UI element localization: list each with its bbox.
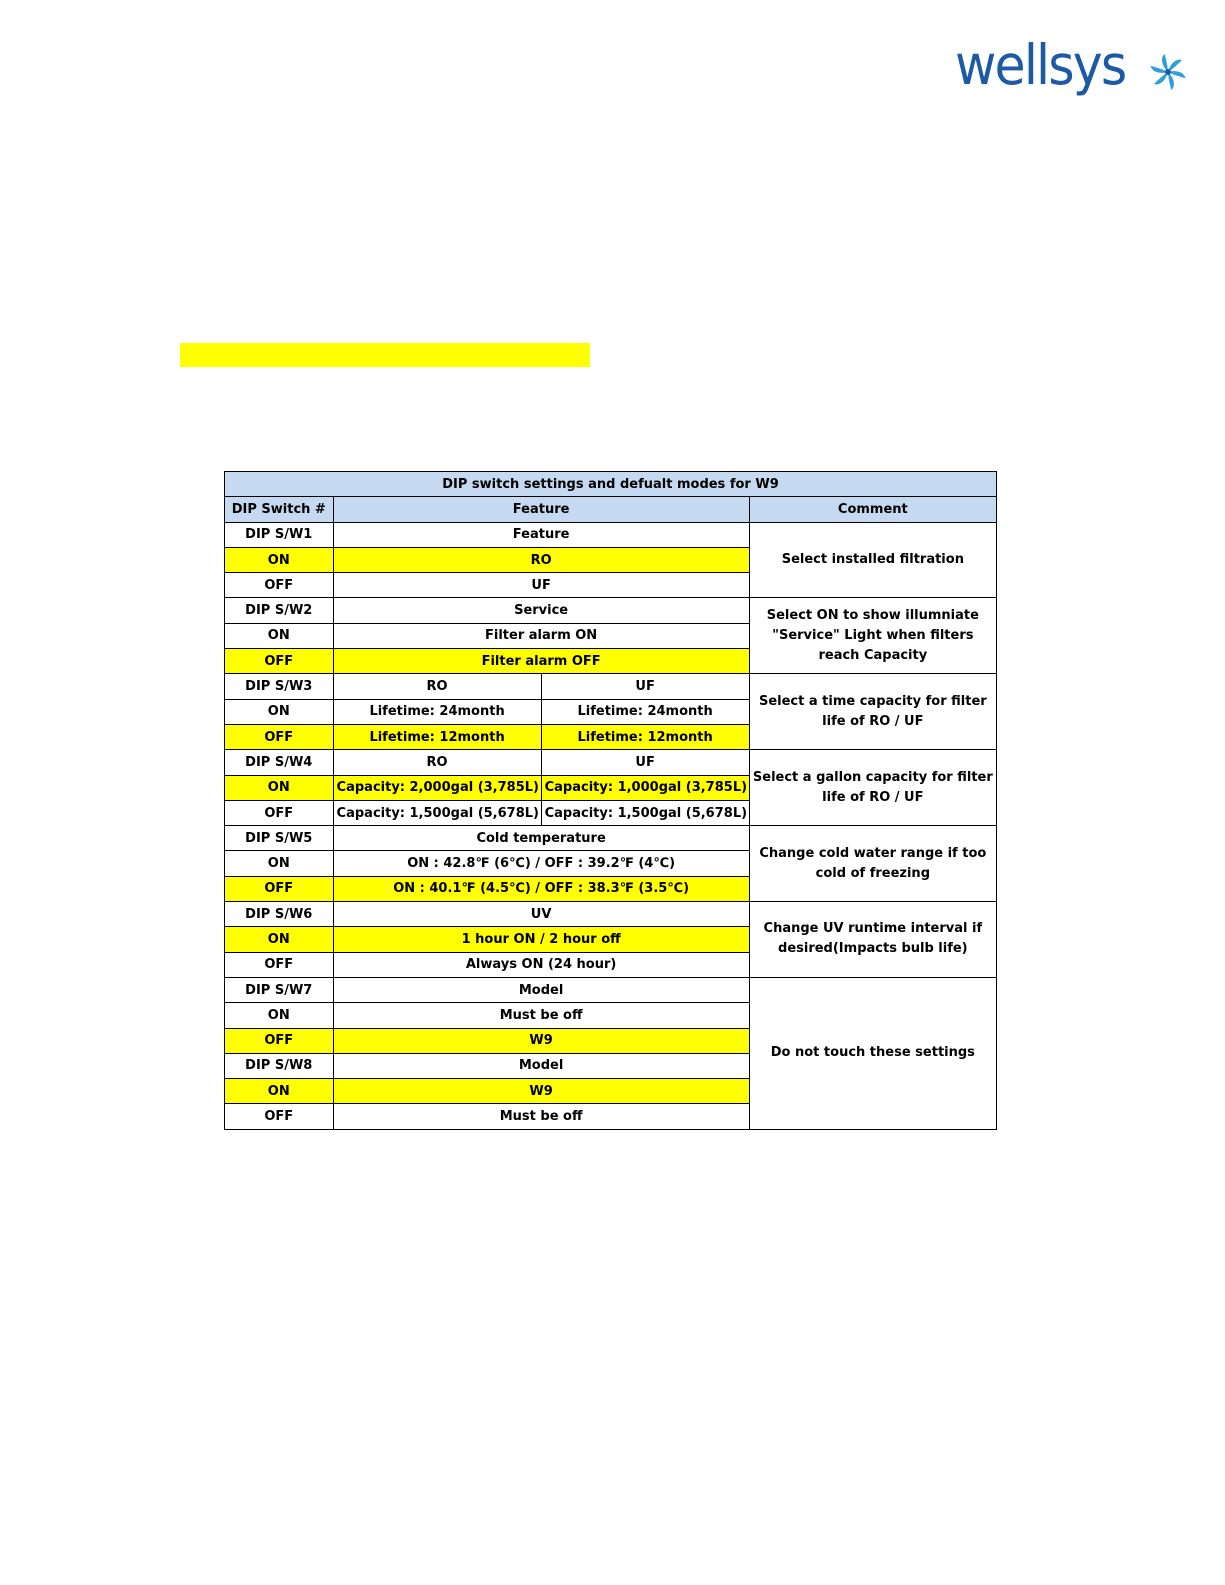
- value-cell: ON : 40.1℉ (4.5℃) / OFF : 38.3℉ (3.5℃): [333, 876, 749, 901]
- value-cell: Capacity: 1,500gal (5,678L): [333, 800, 541, 825]
- table-row: [225, 826, 997, 851]
- feature-cell: Model: [333, 1053, 749, 1078]
- header-switch: DIP Switch #: [225, 497, 334, 522]
- state-cell: OFF: [225, 876, 334, 901]
- state-cell: ON: [225, 1079, 334, 1104]
- state-cell: OFF: [225, 1104, 334, 1129]
- comment-cell: Select installed filtration: [749, 522, 996, 598]
- value-cell: W9: [333, 1079, 749, 1104]
- feature-cell: Cold temperature: [333, 826, 749, 851]
- comment-cell: Change UV runtime interval if desired(Impacts bulb life): [749, 902, 996, 978]
- table-header-row: [225, 497, 997, 522]
- value-cell: Capacity: 1,500gal (5,678L): [541, 800, 749, 825]
- state-cell: OFF: [225, 649, 334, 674]
- state-cell: OFF: [225, 1028, 334, 1053]
- comment-cell: Change cold water range if too cold of freezing: [749, 826, 996, 902]
- table-row: [225, 902, 997, 927]
- value-cell: ON : 42.8℉ (6℃) / OFF : 39.2℉ (4℃): [333, 851, 749, 876]
- state-cell: ON: [225, 623, 334, 648]
- value-cell: Lifetime: 24month: [333, 699, 541, 724]
- switch-name: DIP S/W7: [225, 977, 334, 1002]
- switch-name: DIP S/W6: [225, 902, 334, 927]
- state-cell: OFF: [225, 573, 334, 598]
- state-cell: OFF: [225, 952, 334, 977]
- switch-name: DIP S/W4: [225, 750, 334, 775]
- table-row: [225, 674, 997, 699]
- value-cell: W9: [333, 1028, 749, 1053]
- value-cell: Lifetime: 12month: [541, 724, 749, 749]
- uf-header: UF: [541, 750, 749, 775]
- state-cell: ON: [225, 851, 334, 876]
- switch-name: DIP S/W2: [225, 598, 334, 623]
- header-feature: Feature: [333, 497, 749, 522]
- table-row: [225, 598, 997, 623]
- table-title: DIP switch settings and defualt modes for W9: [225, 472, 997, 497]
- header-comment: Comment: [749, 497, 996, 522]
- value-cell: Lifetime: 24month: [541, 699, 749, 724]
- pinwheel-logo-icon: [1148, 52, 1188, 92]
- table-row: [225, 522, 997, 547]
- switch-name: DIP S/W3: [225, 674, 334, 699]
- state-cell: ON: [225, 547, 334, 572]
- table-title-row: [225, 472, 997, 497]
- value-cell: UF: [333, 573, 749, 598]
- value-cell: 1 hour ON / 2 hour off: [333, 927, 749, 952]
- state-cell: ON: [225, 699, 334, 724]
- value-cell: Must be off: [333, 1003, 749, 1028]
- feature-cell: Model: [333, 977, 749, 1002]
- ro-header: RO: [333, 674, 541, 699]
- value-cell: Filter alarm ON: [333, 623, 749, 648]
- state-cell: ON: [225, 775, 334, 800]
- state-cell: OFF: [225, 800, 334, 825]
- switch-name: DIP S/W1: [225, 522, 334, 547]
- value-cell: Filter alarm OFF: [333, 649, 749, 674]
- value-cell: RO: [333, 547, 749, 572]
- state-cell: OFF: [225, 724, 334, 749]
- table-row: [225, 750, 997, 775]
- comment-cell: Select ON to show illumniate "Service" Light when filters reach Capacity: [749, 598, 996, 674]
- value-cell: Capacity: 1,000gal (3,785L): [541, 775, 749, 800]
- uf-header: UF: [541, 674, 749, 699]
- comment-cell: Do not touch these settings: [749, 977, 996, 1129]
- state-cell: ON: [225, 1003, 334, 1028]
- table-row: [225, 977, 997, 1002]
- comment-cell: Select a gallon capacity for filter life of RO / UF: [749, 750, 996, 826]
- switch-name: DIP S/W8: [225, 1053, 334, 1078]
- logo-text: wellsys: [955, 33, 1126, 97]
- value-cell: Always ON (24 hour): [333, 952, 749, 977]
- comment-cell: Select a time capacity for filter life of RO / UF: [749, 674, 996, 750]
- wellsys-logo: [955, 33, 1140, 108]
- state-cell: ON: [225, 927, 334, 952]
- value-cell: Capacity: 2,000gal (3,785L): [333, 775, 541, 800]
- value-cell: Lifetime: 12month: [333, 724, 541, 749]
- ro-header: RO: [333, 750, 541, 775]
- feature-cell: Service: [333, 598, 749, 623]
- feature-cell: Feature: [333, 522, 749, 547]
- feature-cell: UV: [333, 902, 749, 927]
- switch-name: DIP S/W5: [225, 826, 334, 851]
- dip-switch-table: [224, 471, 997, 1130]
- yellow-highlight-bar: [180, 343, 590, 367]
- value-cell: Must be off: [333, 1104, 749, 1129]
